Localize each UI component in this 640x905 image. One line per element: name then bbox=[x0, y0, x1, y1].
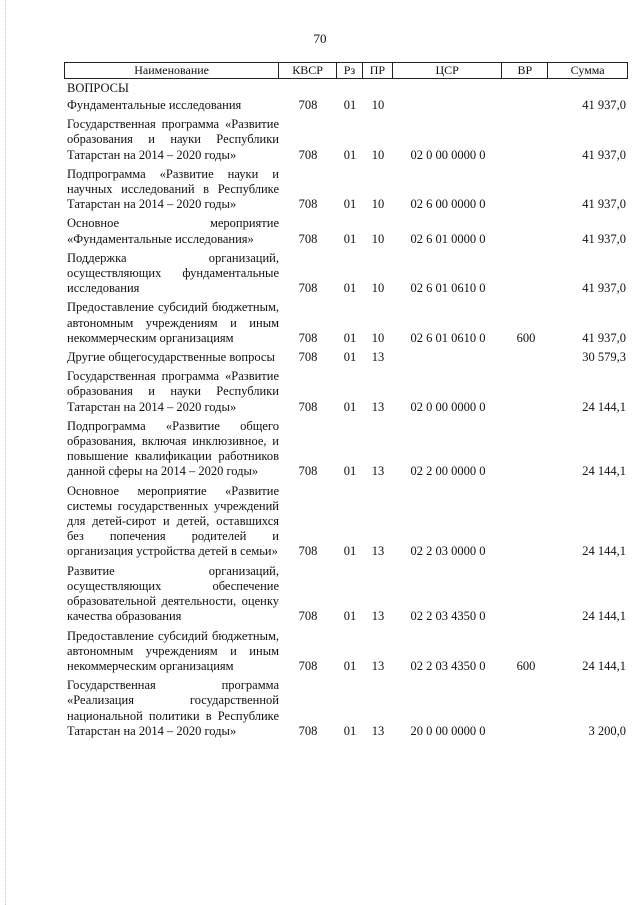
cell-kvsr: 708 bbox=[298, 98, 318, 112]
cell-name: Развитие организаций, осуществляющих обеспечение образовательной деятельности, оценку качества образования bbox=[67, 563, 279, 624]
cell-csr: 02 6 00 0000 0 bbox=[410, 197, 486, 212]
cell-pr: 10 bbox=[371, 231, 385, 246]
cell-sum: 41 937,0 bbox=[582, 197, 626, 212]
cell-rz: 01 bbox=[343, 197, 357, 212]
cell-name: Государственная программа «Реализация государственной национальной политики в Республике Татарстан на 2014 – 2020 годы» bbox=[67, 678, 279, 738]
cell-pr: 13 bbox=[371, 464, 385, 479]
table-row bbox=[64, 484, 628, 560]
table-row bbox=[64, 98, 628, 113]
cell-vr: 600 bbox=[516, 658, 536, 673]
cell-kvsr: 708 bbox=[298, 350, 318, 365]
cell-csr: 20 0 00 0000 0 bbox=[410, 723, 486, 738]
cell-csr: 02 0 00 0000 0 bbox=[410, 147, 486, 162]
table-row bbox=[64, 419, 628, 480]
cell-sum: 3 200,0 bbox=[588, 723, 626, 738]
cell-sum: 24 144,1 bbox=[582, 658, 626, 673]
cell-sum: 24 144,1 bbox=[582, 609, 626, 624]
page-number: 70 bbox=[313, 31, 327, 46]
cell-name: Другие общегосударственные вопросы bbox=[67, 350, 275, 365]
cell-kvsr: 708 bbox=[298, 609, 318, 624]
cell-rz: 01 bbox=[343, 399, 357, 414]
cell-name: Подпрограмма «Развитие науки и научных исследований в Республике Татарстан на 2014 – 2020 годы» bbox=[67, 166, 279, 212]
header-name: Наименование bbox=[65, 63, 279, 78]
cell-csr: 02 2 00 0000 0 bbox=[410, 464, 486, 479]
cell-kvsr: 708 bbox=[298, 399, 318, 414]
table-row bbox=[64, 564, 628, 625]
table-row bbox=[64, 216, 628, 246]
cell-rz: 01 bbox=[343, 350, 357, 365]
cell-sum: 41 937,0 bbox=[582, 330, 626, 345]
cell-pr: 13 bbox=[371, 609, 385, 624]
cell-rz: 01 bbox=[343, 281, 357, 296]
cell-rz: 01 bbox=[343, 464, 357, 479]
cell-pr: 10 bbox=[371, 330, 385, 345]
table-row bbox=[64, 678, 628, 739]
header-kvsr: КВСР bbox=[279, 63, 337, 78]
cell-kvsr: 708 bbox=[298, 147, 318, 162]
cell-csr: 02 2 03 0000 0 bbox=[410, 544, 486, 559]
cell-kvsr: 708 bbox=[298, 330, 318, 345]
cell-sum: 41 937,0 bbox=[582, 231, 626, 246]
table-rows bbox=[64, 98, 628, 739]
cell-csr: 02 6 01 0610 0 bbox=[410, 330, 486, 345]
cell-rz: 01 bbox=[343, 658, 357, 673]
cell-pr: 10 bbox=[371, 197, 385, 212]
cell-pr: 10 bbox=[371, 98, 385, 112]
cell-name: Предоставление субсидий бюджетным, автономным учреждениям и иным некоммерческим организациям bbox=[67, 300, 279, 345]
cell-csr: 02 0 00 0000 0 bbox=[410, 399, 486, 414]
cell-name: Поддержка организаций, осуществляющих фундаментальные исследования bbox=[67, 250, 279, 296]
cell-sum: 24 144,1 bbox=[582, 399, 626, 414]
cell-sum: 24 144,1 bbox=[582, 544, 626, 559]
header-pr: ПР bbox=[363, 63, 393, 78]
cell-rz: 01 bbox=[343, 330, 357, 345]
cell-pr: 13 bbox=[371, 399, 385, 414]
table-body bbox=[64, 81, 628, 743]
header-sum: Сумма bbox=[570, 63, 605, 77]
table-row bbox=[64, 369, 628, 415]
cell-pr: 13 bbox=[371, 723, 385, 738]
cell-kvsr: 708 bbox=[298, 231, 318, 246]
cell-name: Государственная программа «Развитие образования и науки Республики Татарстан на 2014 – 2020 годы» bbox=[67, 369, 279, 414]
cell-rz: 01 bbox=[343, 723, 357, 738]
cell-kvsr: 708 bbox=[298, 281, 318, 296]
cell-name: Государственная программа «Развитие образования и науки Республики Татарстан на 2014 – 2020 годы» bbox=[67, 117, 279, 162]
cell-name: Основное мероприятие «Развитие системы государственных учреждений для детей-сирот и детей, оставшихся без попечения родителей и организация устройства детей в семьи» bbox=[67, 483, 279, 559]
section-title: ВОПРОСЫ bbox=[67, 81, 129, 95]
header-rz: Рз bbox=[337, 63, 363, 78]
cell-sum: 41 937,0 bbox=[582, 147, 626, 162]
cell-rz: 01 bbox=[343, 609, 357, 624]
cell-pr: 13 bbox=[371, 350, 385, 365]
table-row bbox=[64, 167, 628, 213]
cell-rz: 01 bbox=[343, 98, 357, 112]
cell-sum: 30 579,3 bbox=[582, 350, 626, 365]
header-vr: ВР bbox=[502, 63, 548, 78]
cell-pr: 10 bbox=[371, 147, 385, 162]
cell-kvsr: 708 bbox=[298, 658, 318, 673]
cell-rz: 01 bbox=[343, 147, 357, 162]
cell-kvsr: 708 bbox=[298, 197, 318, 212]
header-csr: ЦСР bbox=[393, 63, 503, 78]
cell-csr: 02 2 03 4350 0 bbox=[410, 609, 486, 624]
table-row bbox=[64, 629, 628, 675]
margin-rule bbox=[5, 0, 6, 905]
table-header bbox=[64, 62, 628, 79]
cell-pr: 13 bbox=[371, 658, 385, 673]
cell-pr: 13 bbox=[371, 544, 385, 559]
cell-rz: 01 bbox=[343, 231, 357, 246]
cell-csr: 02 6 01 0000 0 bbox=[410, 231, 486, 246]
cell-rz: 01 bbox=[343, 544, 357, 559]
cell-name: Основное мероприятие «Фундаментальные исследования» bbox=[67, 216, 279, 246]
cell-sum: 24 144,1 bbox=[582, 464, 626, 479]
cell-sum: 41 937,0 bbox=[582, 281, 626, 296]
cell-csr: 02 2 03 4350 0 bbox=[410, 658, 486, 673]
cell-sum: 41 937,0 bbox=[582, 98, 626, 112]
cell-pr: 10 bbox=[371, 281, 385, 296]
cell-csr: 02 6 01 0610 0 bbox=[410, 281, 486, 296]
cell-name: Подпрограмма «Развитие общего образования, включая инклюзивное, и повышение квалификации работников данной сферы на 2014 – 2020 годы» bbox=[67, 418, 279, 479]
table-row bbox=[64, 117, 628, 163]
table-row bbox=[64, 300, 628, 346]
table-row bbox=[64, 251, 628, 297]
cell-vr: 600 bbox=[516, 330, 536, 345]
cell-kvsr: 708 bbox=[298, 544, 318, 559]
table-row bbox=[64, 350, 628, 365]
cell-name: Предоставление субсидий бюджетным, автономным учреждениям и иным некоммерческим организациям bbox=[67, 628, 279, 673]
cell-kvsr: 708 bbox=[298, 464, 318, 479]
cell-kvsr: 708 bbox=[298, 723, 318, 738]
cell-name: Фундаментальные исследования bbox=[67, 98, 242, 112]
